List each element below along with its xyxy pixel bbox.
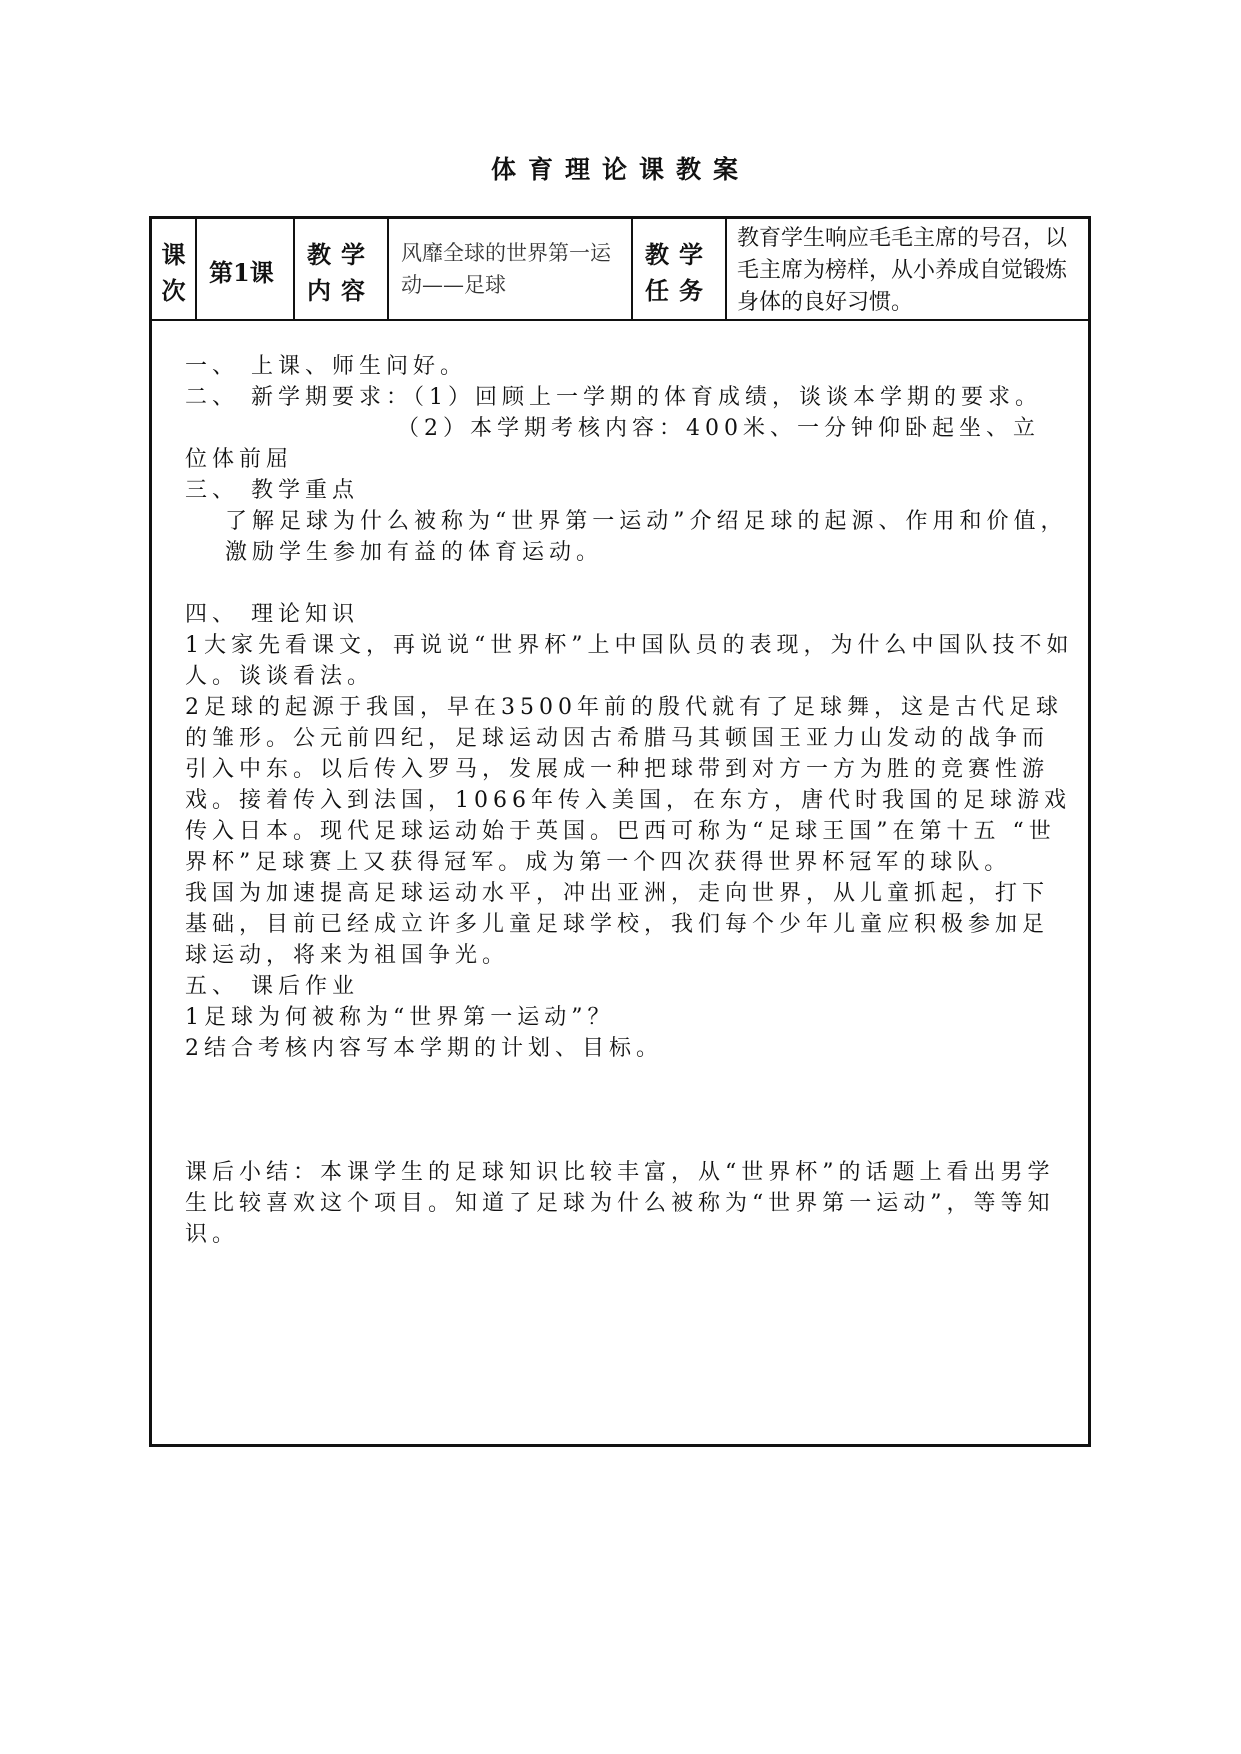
homework-item-2: 2结合考核内容写本学期的计划、目标。	[185, 1036, 663, 1061]
lesson-body	[185, 351, 1075, 1250]
header-row	[152, 219, 1088, 321]
key-points-text: 了解足球为什么被称为“世界第一运动”介绍足球的起源、作用和价值，激励学生参加有益的体育运动。	[225, 509, 1068, 565]
lesson-number-cell	[197, 219, 295, 319]
task-label-cell	[633, 219, 727, 319]
lesson-label-line-2: 次	[161, 276, 186, 305]
content-label-line-2: 内容	[307, 276, 375, 305]
content-cell	[389, 219, 633, 319]
section-requirements: 二、 新学期要求：（1）回顾上一学期的体育成绩，谈谈本学期的要求。	[185, 385, 1042, 410]
homework-item-1: 1足球为何被称为“世界第一运动”？	[185, 1005, 615, 1030]
lesson-plan-table	[149, 216, 1091, 1447]
content-label-cell	[295, 219, 389, 319]
page-title: 体育理论课教案	[490, 155, 750, 184]
theory-paragraph-1: 1大家先看课文，再说说“世界杯”上中国队员的表现，为什么中国队技不如人。谈谈看法。	[185, 633, 1074, 689]
lesson-label-line-1: 课	[161, 240, 186, 269]
section-key-points: 三、 教学重点	[185, 478, 359, 503]
task-text: 教育学生响应毛毛主席的号召，以毛主席为榜样，从小养成自觉锻炼身体的良好习惯。	[737, 226, 1068, 315]
task-label-line-1: 教学	[645, 240, 713, 269]
theory-paragraph-2: 2足球的起源于我国，早在3500年前的殷代就有了足球舞，这是古代足球的雏形。公元前四纪，足球运动因古希腊马其顿国王亚力山发动的战争而引入中东。以后传入罗马，发展成一种把球带到对方一方为胜的竞赛性游戏。接着传入到法国，1066年传入美国，在东方，唐代时我国的足球游戏传入日本。现代足球运动始于英国。巴西可称为“足球王国”在第十五 “世界杯”足球赛上又获得冠军。成为第一个四次获得世界杯冠军的球队。	[185, 695, 1071, 875]
content-text: 风靡全球的世界第一运动——足球	[401, 241, 611, 297]
lesson-summary: 课后小结：本课学生的足球知识比较丰富，从“世界杯”的话题上看出男学生比较喜欢这个项目。知道了足球为什么被称为“世界第一运动”，等等知识。	[185, 1160, 1055, 1247]
theory-paragraph-3: 我国为加速提高足球运动水平，冲出亚洲，走向世界，从儿童抓起，打下基础，目前已经成立许多儿童足球学校，我们每个少年儿童应积极参加足球运动，将来为祖国争光。	[185, 881, 1050, 968]
section-greeting: 一、 上课、师生问好。	[185, 354, 467, 379]
requirements-item-2: （2）本学期考核内容：400米、一分钟仰卧起坐、立	[397, 416, 1040, 441]
task-label-line-2: 任务	[645, 276, 713, 305]
section-theory: 四、 理论知识	[185, 602, 359, 627]
section-homework: 五、 课后作业	[185, 974, 359, 999]
task-cell	[727, 219, 1088, 319]
content-label-line-1: 教学	[307, 240, 375, 269]
lesson-label-cell	[152, 219, 197, 319]
requirements-item-2-cont: 位体前屈	[185, 447, 294, 472]
lesson-number: 第1课	[209, 258, 274, 287]
